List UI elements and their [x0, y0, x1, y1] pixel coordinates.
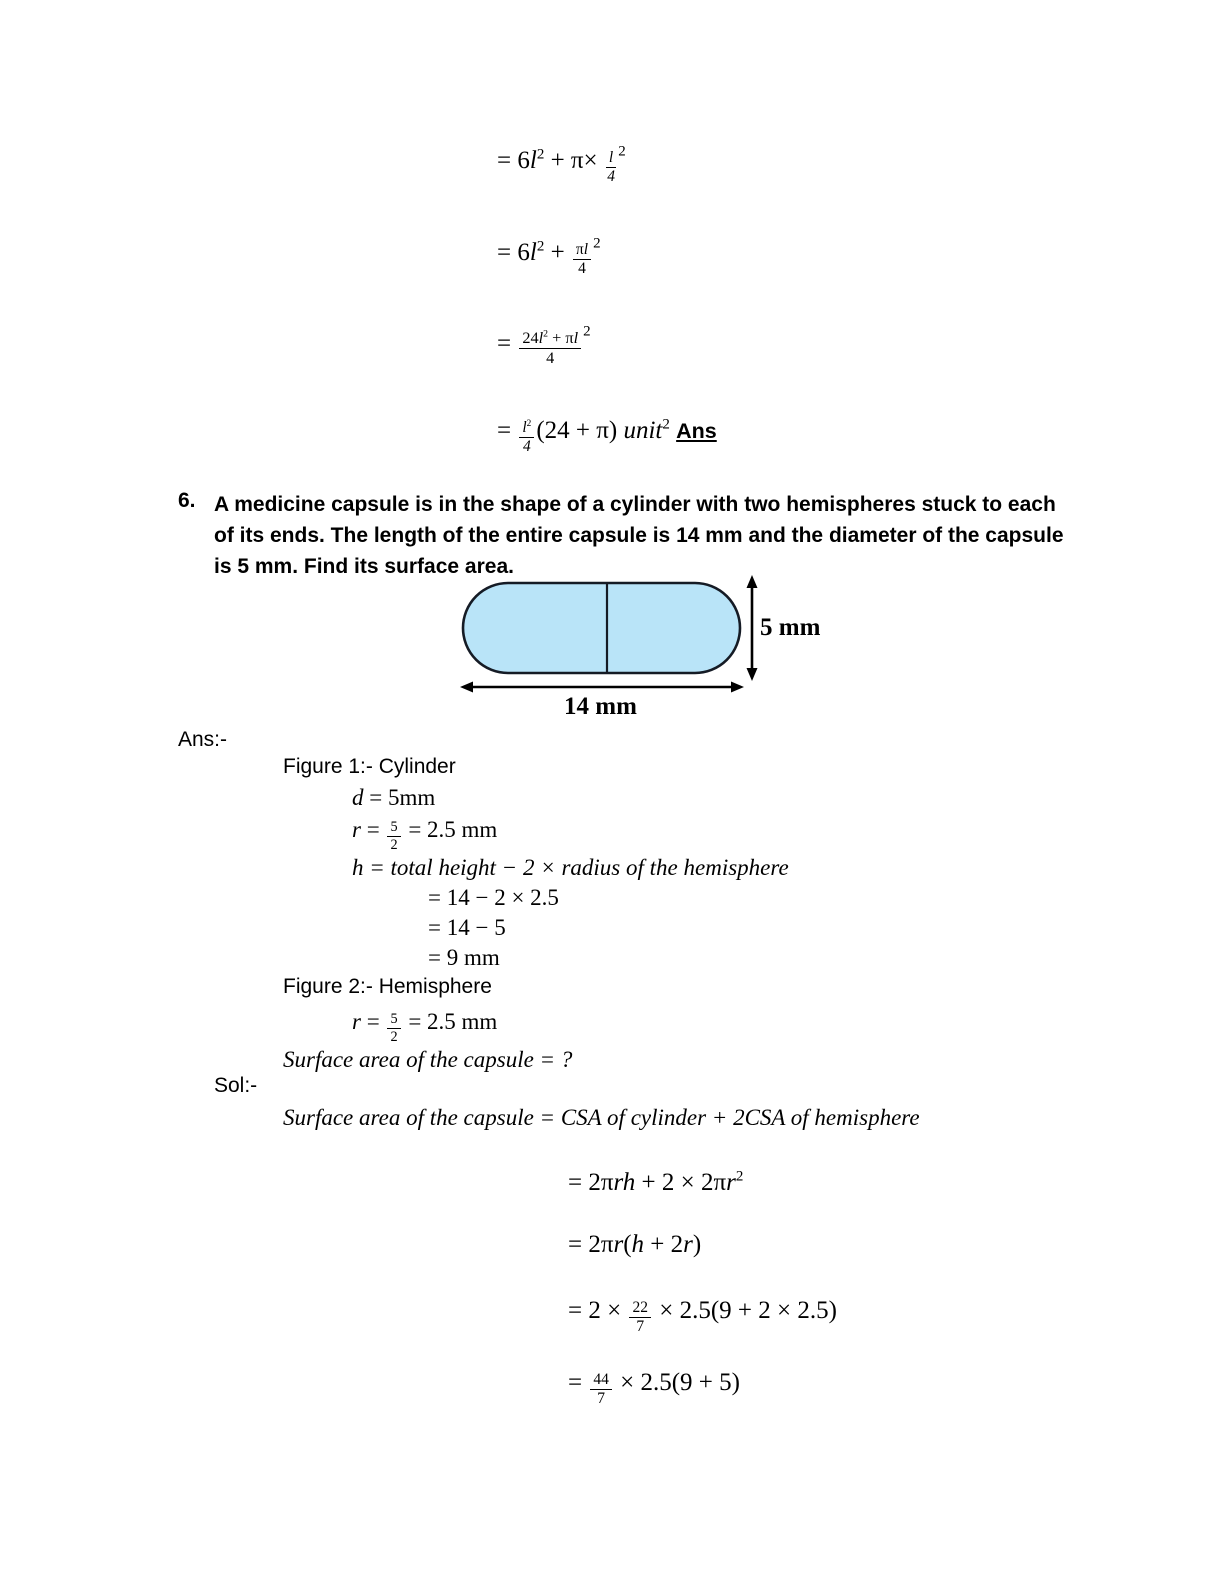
fraction-numerator: 22 — [629, 1300, 651, 1318]
fraction-5-over-2 — [387, 820, 400, 853]
coefficient-2: 2 — [588, 1169, 601, 1196]
plus-sign: + — [650, 1231, 665, 1258]
width-arrow-left — [460, 682, 473, 693]
number-5: 5 — [719, 1369, 732, 1396]
capsule-diagram — [440, 565, 870, 725]
width-arrow-right — [731, 682, 744, 693]
cylinder-radius-line — [352, 818, 497, 853]
variable-l: l — [583, 240, 589, 258]
left-paren: ( — [623, 1231, 632, 1258]
pi-symbol: π — [600, 1169, 614, 1196]
eq-sign: = — [366, 817, 380, 842]
eq-sign: = — [568, 1169, 583, 1196]
pi-symbol: π — [565, 329, 574, 347]
fraction-denominator: 2 — [390, 1028, 398, 1045]
cylinder-diameter-line — [352, 786, 435, 809]
exponent-2: 2 — [618, 143, 626, 160]
plus-sign: + — [698, 1369, 713, 1396]
pi-symbol: π — [600, 1231, 614, 1258]
variable-h: h — [631, 1231, 645, 1258]
variable-d: d — [352, 785, 364, 810]
cylinder-height-step-1: = 14 − 2 × 2.5 — [428, 885, 559, 910]
number-2point5: 2.5 — [797, 1297, 829, 1324]
eq-sign: = — [369, 785, 383, 810]
variable-l: l — [529, 147, 537, 174]
cylinder-height-definition: h = total height − 2 × radius of the hemisphere — [352, 855, 789, 880]
fraction-denominator: 4 — [578, 260, 586, 277]
exponent-2: 2 — [536, 146, 545, 163]
cylinder-height-step-3: = 9 mm — [428, 945, 500, 970]
coefficient-2: 2 — [588, 1231, 601, 1258]
ans-label: Ans:- — [178, 728, 228, 751]
right-paren: ) — [828, 1297, 837, 1324]
fraction-denominator: 4 — [546, 348, 555, 367]
left-paren: ( — [536, 417, 545, 444]
fraction-l-over-4 — [606, 150, 616, 185]
variable-l: l — [522, 418, 527, 436]
fraction-denominator: 4 — [607, 168, 615, 185]
variable-r: r — [726, 1169, 736, 1196]
fraction-denominator: 7 — [636, 1318, 645, 1335]
exponent-2: 2 — [593, 235, 601, 252]
variable-r: r — [352, 817, 361, 842]
coefficient-24: 24 — [522, 329, 539, 347]
diameter-value: 5mm — [387, 785, 436, 810]
coefficient-2: 2 — [661, 1169, 675, 1196]
width-dimension-label: 14 mm — [564, 693, 637, 720]
fraction-l2-over-4 — [519, 420, 534, 455]
ans-marker: Ans — [676, 419, 717, 443]
number-9: 9 — [680, 1369, 693, 1396]
right-paren: ) — [731, 1369, 740, 1396]
right-paren: ) — [692, 1231, 702, 1258]
eq-sign: = — [497, 239, 512, 266]
solution-step-1 — [568, 1170, 743, 1195]
fraction-denominator: 4 — [522, 438, 531, 455]
radius-result: = 2.5 mm — [408, 1009, 498, 1034]
eq-sign: = — [366, 1009, 380, 1034]
exponent-2: 2 — [583, 323, 591, 340]
exponent-2: 2 — [543, 328, 549, 340]
unit-word: unit — [623, 417, 663, 444]
fraction-numerator — [519, 420, 534, 438]
fraction-numerator: 5 — [387, 1012, 400, 1029]
variable-h: h — [622, 1169, 636, 1196]
pi-symbol: π — [575, 240, 584, 258]
radius-result: = 2.5 mm — [408, 817, 498, 842]
number-2point5: 2.5 — [679, 1297, 711, 1324]
plus-sign: + — [737, 1297, 753, 1324]
height-dimension-label: 5 mm — [760, 614, 821, 641]
times-sign: × — [607, 1297, 622, 1324]
fraction-44-over-7 — [590, 1372, 612, 1407]
fraction-22-over-7 — [629, 1300, 651, 1335]
fraction-denominator: 2 — [390, 836, 398, 853]
equation-4 — [497, 418, 717, 455]
height-arrow-up — [747, 575, 758, 588]
left-paren: ( — [710, 1297, 720, 1324]
eq-sign: = — [497, 417, 512, 444]
figure2-heading: Figure 2:- Hemisphere — [283, 975, 492, 998]
equation-3 — [497, 323, 591, 367]
fraction-pi-l-over-4 — [573, 242, 591, 277]
surface-area-goal: Surface area of the capsule = ? — [283, 1047, 573, 1072]
coefficient-6: 6 — [517, 147, 530, 174]
solution-step-4 — [568, 1370, 740, 1407]
variable-r: r — [352, 1009, 361, 1034]
exponent-2: 2 — [662, 416, 670, 433]
sol-label: Sol:- — [214, 1074, 258, 1097]
solution-step-2 — [568, 1232, 701, 1257]
capsule-svg — [440, 565, 870, 725]
times-sign: × — [659, 1297, 674, 1324]
number-2: 2 — [758, 1297, 771, 1324]
eq-sign: = — [497, 330, 512, 358]
number-2point5: 2.5 — [640, 1369, 672, 1396]
fraction-numerator: 44 — [590, 1372, 612, 1390]
times-sign: × — [583, 147, 598, 174]
fraction-24l2-plus-pil2-over-4 — [519, 330, 581, 367]
plus-sign: + — [552, 329, 562, 347]
question-text: A medicine capsule is in the shape of a cylinder with two hemispheres stuck to each of its ends. The length of the entire capsule is 14 mm and the diameter of the capsule is 5 mm. Find its surface area. — [214, 493, 1064, 578]
variable-l: l — [538, 329, 544, 347]
number-2: 2 — [588, 1297, 601, 1324]
left-paren: ( — [671, 1369, 681, 1396]
exponent-2: 2 — [526, 418, 532, 429]
fraction-5-over-2 — [387, 1012, 400, 1045]
coefficient-2: 2 — [670, 1231, 684, 1258]
variable-r: r — [683, 1231, 693, 1258]
exponent-2: 2 — [536, 238, 545, 255]
fraction-numerator: 5 — [387, 820, 400, 837]
cylinder-height-step-2: = 14 − 5 — [428, 915, 506, 940]
figure1-heading: Figure 1:- Cylinder — [283, 755, 456, 778]
solution-step-3 — [568, 1298, 837, 1335]
eq-sign: = — [568, 1297, 583, 1324]
fraction-numerator — [573, 242, 591, 260]
equation-2 — [497, 235, 601, 277]
coefficient-6: 6 — [517, 239, 530, 266]
coefficient-2: 2 — [700, 1169, 714, 1196]
pi-symbol: π — [570, 147, 584, 174]
fraction-denominator: 7 — [597, 1390, 605, 1407]
number-9: 9 — [719, 1297, 732, 1324]
variable-r: r — [613, 1231, 624, 1258]
eq-sign: = — [568, 1231, 583, 1258]
question-number: 6. — [178, 489, 196, 512]
number-24: 24 — [544, 417, 570, 444]
capsule-body — [463, 583, 740, 673]
fraction-numerator — [519, 330, 581, 349]
eq-sign: = — [568, 1369, 583, 1396]
equation-1 — [497, 143, 626, 185]
variable-l: l — [529, 239, 537, 266]
plus-sign: + — [641, 1169, 656, 1196]
plus-sign: + — [550, 239, 565, 266]
times-sign: × — [680, 1169, 695, 1196]
right-paren: ) — [608, 417, 618, 444]
eq-sign: = — [497, 147, 512, 174]
height-arrow-down — [747, 668, 758, 681]
plus-sign: + — [575, 417, 591, 444]
pi-symbol: π — [596, 417, 609, 444]
exponent-2: 2 — [735, 1168, 744, 1185]
variable-r: r — [613, 1169, 623, 1196]
fraction-numerator: l — [606, 150, 616, 168]
plus-sign: + — [550, 147, 565, 174]
times-sign: × — [777, 1297, 792, 1324]
times-sign: × — [620, 1369, 635, 1396]
surface-area-formula: Surface area of the capsule = CSA of cylinder + 2CSA of hemisphere — [283, 1105, 920, 1130]
hemisphere-radius-line — [352, 1010, 497, 1045]
variable-l: l — [573, 329, 579, 347]
pi-symbol: π — [713, 1169, 727, 1196]
